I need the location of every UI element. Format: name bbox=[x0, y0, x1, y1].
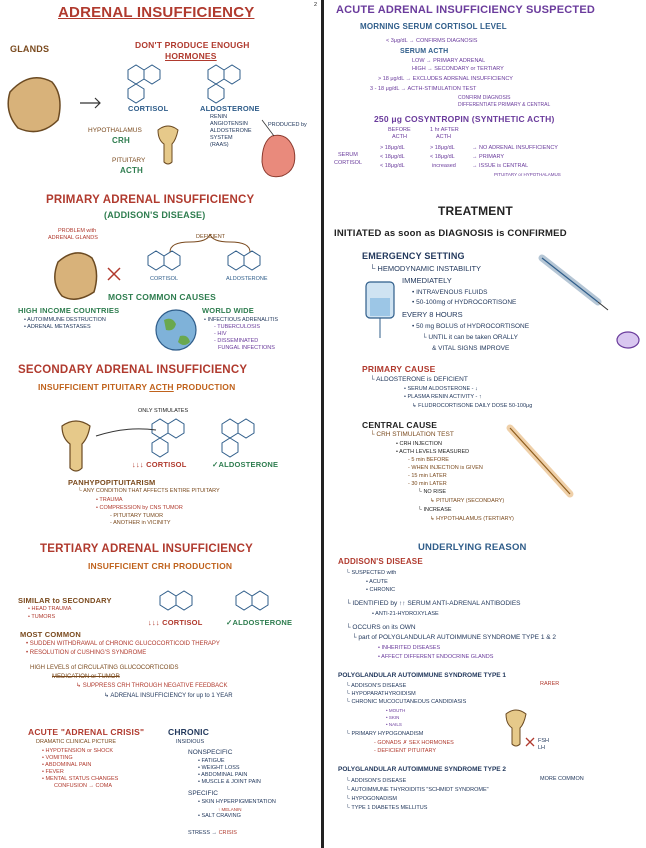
pas2-hypogonadism: └ HYPOGONADISM bbox=[346, 796, 397, 802]
ww-item-infectious: • INFECTIOUS ADRENALITIS bbox=[204, 317, 279, 323]
hypo-tertiary: ↳ HYPOTHALAMUS (TERTIARY) bbox=[430, 516, 514, 522]
right-column bbox=[326, 0, 646, 848]
pas2-diabetes: └ TYPE 1 DIABETES MELLITUS bbox=[346, 805, 428, 811]
panhypo-label: PANHYPOPITUITARISM bbox=[68, 478, 156, 487]
medication-tumor-label: MEDICATION or TUMOR bbox=[52, 674, 120, 680]
pas2-title: POLYGLANDULAR AUTOIMMUNE SYNDROME TYPE 2 bbox=[338, 766, 507, 773]
ww-sub-fungal: FUNGAL INFECTIONS bbox=[218, 345, 275, 351]
gonads-line: - GONADS ✗ SEX HORMONES bbox=[374, 740, 454, 746]
aldosterone-label: ALDOSTERONE bbox=[200, 104, 260, 113]
orally-2: & VITAL SIGNS IMPROVE bbox=[432, 345, 510, 352]
secondary-aldosterone-label: ✓ALDOSTERONE bbox=[212, 460, 279, 469]
suppress-crh-label: ↳ SUPPRESS CRH THROUGH NEGATIVE FEEDBACK bbox=[76, 683, 228, 689]
treatment-title: TREATMENT bbox=[438, 204, 513, 218]
dont-produce-label: DON'T PRODUCE ENOUGH bbox=[135, 40, 250, 50]
hi-item-autoimmune: • AUTOIMMUNE DESTRUCTION bbox=[24, 317, 106, 323]
similar-tumors: • TUMORS bbox=[28, 614, 56, 620]
adrenal-gland-primary-icon bbox=[55, 253, 97, 299]
serum-cortisol-2: CORTISOL bbox=[334, 160, 363, 166]
crh-syringe-icon bbox=[510, 428, 570, 494]
glands-label: GLANDS bbox=[10, 44, 50, 54]
part-inherited: • INHERITED DISEASES bbox=[378, 645, 441, 651]
page-marker: 2 bbox=[314, 2, 318, 8]
table-row: < 18μg/dL bbox=[380, 163, 405, 169]
secondary-cortisol-label: ↓↓↓ CORTISOL bbox=[132, 460, 187, 469]
arrow-icon bbox=[80, 98, 100, 108]
similar-head-trauma: • HEAD TRAUMA bbox=[28, 606, 72, 612]
pas1-hypopara: └ HYPOPARATHYROIDISM bbox=[346, 691, 416, 697]
tertiary-title: TERTIARY ADRENAL INSUFFICIENCY bbox=[40, 543, 254, 555]
no-rise-label: └ NO RISE bbox=[418, 489, 447, 495]
cross-icon bbox=[108, 268, 120, 280]
table-cell: → PRIMARY bbox=[472, 154, 504, 160]
ww-sub-disseminated: - DISSEMINATED bbox=[214, 338, 259, 344]
raas-abbr: (RAAS) bbox=[210, 142, 229, 148]
tertiary-aldosterone-label: ✓ALDOSTERONE bbox=[226, 618, 293, 627]
suspected-label: └ SUSPECTED with bbox=[346, 570, 397, 576]
cc-sub-15min: - 15 min LATER bbox=[408, 473, 447, 479]
raas-system: SYSTEM bbox=[210, 135, 233, 141]
part-of-label: └ part of POLYGLANDULAR AUTOIMMUNE SYNDROME TYPE 1 & 2 bbox=[352, 634, 557, 641]
lh-label: LH bbox=[538, 745, 546, 751]
ns-muscle: • MUSCLE & JOINT PAIN bbox=[198, 779, 261, 785]
specific-label: SPECIFIC bbox=[188, 790, 218, 797]
secondary-title: SECONDARY ADRENAL INSUFFICIENCY bbox=[18, 364, 248, 376]
acute-fever: • FEVER bbox=[42, 769, 64, 775]
ns-weight: • WEIGHT LOSS bbox=[198, 765, 240, 771]
identified-label: └ IDENTIFIED by ↑↑ SERUM ANTI-ADRENAL ANTIBODIES bbox=[346, 600, 521, 607]
raas-renin: RENIN bbox=[210, 114, 228, 120]
pc-renin: • PLASMA RENIN ACTIVITY - ↑ bbox=[404, 394, 482, 400]
primary-cortisol-label: CORTISOL bbox=[150, 276, 179, 282]
cc-acth-measured: • ACTH LEVELS MEASURED bbox=[396, 449, 470, 455]
raas-aldosterone: ALDOSTERONE bbox=[210, 128, 252, 134]
serum-cortisol-1: SERUM bbox=[338, 152, 358, 158]
high-levels-label: HIGH LEVELS of CIRCULATING GLUCOCORTICOIDS bbox=[30, 665, 179, 671]
em-hydrocortisone: • 50-100mg of HYDROCORTISONE bbox=[412, 299, 517, 306]
acute-crisis-title: ACUTE "ADRENAL CRISIS" bbox=[28, 727, 145, 737]
occurs-label: └ OCCURS on its OWN bbox=[346, 624, 416, 631]
acth-label: ACTH bbox=[120, 166, 144, 175]
tertiary-cortisol-label: ↓↓↓ CORTISOL bbox=[148, 618, 203, 627]
trauma-item: • TRAUMA bbox=[96, 497, 123, 503]
cosyntropin-label: 250 μg COSYNTROPIN (SYNTHETIC ACTH) bbox=[374, 114, 555, 124]
primary-title: PRIMARY ADRENAL INSUFFICIENCY bbox=[46, 194, 255, 206]
deficient-label: DEFICIENT bbox=[196, 234, 226, 240]
susp-chronic: • CHRONIC bbox=[366, 587, 396, 593]
more-common-label: MORE COMMON bbox=[540, 776, 584, 782]
dramatic-label: DRAMATIC CLINICAL PICTURE bbox=[36, 739, 117, 745]
initiated-line: INITIATED as soon as DIAGNOSIS is CONFIRMED bbox=[334, 228, 567, 239]
anti21-label: • ANTI-21-HYDROXYLASE bbox=[372, 611, 439, 617]
serum-acth-label: SERUM ACTH bbox=[400, 48, 449, 55]
raas-angiotensin: ANGIOTENSIN bbox=[210, 121, 248, 127]
table-row: > 18μg/dL bbox=[380, 145, 405, 151]
underlying-title: UNDERLYING REASON bbox=[418, 542, 527, 553]
table-cell: > 18μg/dL bbox=[430, 145, 455, 151]
pituitary-right-icon bbox=[506, 710, 526, 746]
before-acth: ACTH bbox=[392, 134, 407, 140]
candid-skin: • SKIN bbox=[386, 715, 400, 720]
primary-aldosterone-label: ALDOSTERONE bbox=[226, 276, 268, 282]
high-income-label: HIGH INCOME COUNTRIES bbox=[18, 306, 120, 315]
morning-cortisol: MORNING SERUM CORTISOL LEVEL bbox=[360, 22, 507, 31]
hemo-label: └ HEMODYNAMIC INSTABILITY bbox=[370, 264, 482, 273]
sp-salt: • SALT CRAVING bbox=[198, 813, 241, 819]
acth-low: LOW → PRIMARY ADRENAL bbox=[412, 58, 486, 64]
range-line: 3 - 18 μg/dL → ACTH-STIMULATION TEST bbox=[370, 86, 477, 92]
fludrocortisone: ↳ FLUDROCORTISONE DAILY DOSE 50-100μg bbox=[412, 403, 533, 409]
primary-aldosterone-molecule-icon bbox=[228, 251, 260, 270]
comp-sub-pituitary: - PITUITARY TUMOR bbox=[110, 513, 164, 519]
right-title: ACUTE ADRENAL INSUFFICIENCY SUSPECTED bbox=[336, 4, 595, 16]
orally-1: └ UNTIL it can be taken ORALLY bbox=[422, 334, 519, 341]
produced-by-label: PRODUCED by bbox=[268, 122, 307, 128]
most-common-label: MOST COMMON bbox=[20, 630, 81, 639]
table-cell: < 18μg/dL bbox=[430, 154, 455, 160]
primary-hypogonadism: └ PRIMARY HYPOGONADISM bbox=[346, 731, 424, 737]
crh-test-label: └ CRH STIMULATION TEST bbox=[370, 431, 454, 438]
primary-cortisol-molecule-icon bbox=[148, 251, 180, 270]
pit-secondary: ↳ PITUITARY (SECONDARY) bbox=[430, 498, 505, 504]
syringe-icon bbox=[542, 258, 608, 310]
cortisol-molecule-icon bbox=[128, 65, 160, 103]
ns-abdominal: • ABDOMINAL PAIN bbox=[198, 772, 248, 778]
ns-fatigue: • FATIGUE bbox=[198, 758, 225, 764]
crh-label: CRH bbox=[112, 136, 130, 145]
secondary-subtitle: INSUFFICIENT PITUITARY ACTH PRODUCTION bbox=[38, 382, 236, 392]
panhypo-desc: └ ANY CONDITION THAT AFFECTS ENTIRE PITUITARY bbox=[78, 488, 220, 494]
primary-subtitle: (ADDISON'S DISEASE) bbox=[104, 210, 206, 220]
emergency-label: EMERGENCY SETTING bbox=[362, 251, 465, 261]
similar-label: SIMILAR to SECONDARY bbox=[18, 596, 112, 605]
rarer-label: RARER bbox=[540, 681, 560, 687]
pas1-addisons: └ ADDISON'S DISEASE bbox=[346, 683, 407, 689]
mc-item-withdrawal: • SUDDEN WITHDRAWAL of CHRONIC GLUCOCORTICOID THERAPY bbox=[26, 641, 220, 647]
ww-sub-hiv: - HIV bbox=[214, 331, 227, 337]
pituitary-icon bbox=[158, 126, 178, 164]
table-cell: → ISSUE is CENTRAL bbox=[472, 163, 529, 169]
after-label: 1 hr AFTER bbox=[430, 127, 459, 133]
pill-icon bbox=[617, 332, 639, 348]
mc-item-cushing: • RESOLUTION of CUSHING'S SYNDROME bbox=[26, 650, 147, 656]
hormones-label: HORMONES bbox=[165, 51, 217, 61]
adrenal-1yr-label: ↳ ADRENAL INSUFFICIENCY for up to 1 YEAR bbox=[104, 693, 233, 699]
kidney-icon bbox=[262, 135, 295, 176]
acute-abdominal: • ABDOMINAL PAIN bbox=[42, 762, 92, 768]
cortisol-label: CORTISOL bbox=[128, 104, 169, 113]
gt18-line: > 18 μg/dL → EXCLUDES ADRENAL INSUFFICIENCY bbox=[378, 76, 513, 82]
cc-sub-5min: - 5 min BEFORE bbox=[408, 457, 449, 463]
pas1-title: POLYGLANDULAR AUTOIMMUNE SYNDROME TYPE 1 bbox=[338, 672, 507, 679]
column-divider bbox=[321, 0, 324, 848]
pas1-candidiasis: └ CHRONIC MUCOCUTANEOUS CANDIDIASIS bbox=[346, 699, 467, 705]
acute-confusion: CONFUSION → COMA bbox=[54, 783, 113, 789]
aldo-deficient: └ ALDOSTERONE is DEFICIENT bbox=[370, 376, 468, 383]
sp-skin: • SKIN HYPERPIGMENTATION bbox=[198, 799, 276, 805]
only-stimulates-label: ONLY STIMULATES bbox=[138, 408, 189, 414]
pas2-addisons: └ ADDISON'S DISEASE bbox=[346, 778, 407, 784]
differentiate: DIFFERENTIATE PRIMARY & CENTRAL bbox=[458, 102, 551, 108]
world-wide-label: WORLD WIDE bbox=[202, 306, 254, 315]
cc-sub-injection: - WHEN INJECTION is GIVEN bbox=[408, 465, 483, 471]
central-cause-label: CENTRAL CAUSE bbox=[362, 420, 438, 430]
acute-vomiting: • VOMITING bbox=[42, 755, 73, 761]
acute-hypotension: • HYPOTENSION or SHOCK bbox=[42, 748, 114, 754]
table-cell: → NO ADRENAL INSUFFICIENCY bbox=[472, 145, 558, 151]
immediately-label: IMMEDIATELY bbox=[402, 276, 452, 285]
addisons-label: ADDISON'S DISEASE bbox=[338, 557, 423, 566]
pas2-thyroiditis: └ AUTOIMMUNE THYROIDITIS "SCHMIDT SYNDROME" bbox=[346, 787, 489, 793]
insidious-label: INSIDIOUS bbox=[176, 739, 205, 745]
acute-mental: • MENTAL STATUS CHANGES bbox=[42, 776, 119, 782]
page-title: ADRENAL INSUFFICIENCY bbox=[58, 4, 255, 21]
nonspecific-label: NONSPECIFIC bbox=[188, 749, 233, 756]
globe-icon bbox=[156, 310, 196, 350]
melanin-label: ↑ MELANIN bbox=[218, 807, 242, 812]
candid-nails: • NAILS bbox=[386, 722, 402, 727]
increase-label: └ INCREASE bbox=[418, 507, 452, 513]
adrenal-glands-label: ADRENAL GLANDS bbox=[48, 235, 98, 241]
pit-hypo-note: PITUITARY or HYPOTHALAMUS bbox=[494, 172, 561, 177]
before-label: BEFORE bbox=[388, 127, 411, 133]
pituitary-secondary-icon bbox=[62, 421, 90, 471]
pc-serum-aldo: • SERUM ALDOSTERONE - ↓ bbox=[404, 386, 478, 392]
susp-acute: • ACUTE bbox=[366, 579, 388, 585]
aldosterone-molecule-icon bbox=[208, 65, 240, 103]
after-acth: ACTH bbox=[436, 134, 451, 140]
part-endocrine: • AFFECT DIFFERENT ENDOCRINE GLANDS bbox=[378, 654, 494, 660]
fsh-label: FSH bbox=[538, 738, 549, 744]
cc-sub-30min: - 30 min LATER bbox=[408, 481, 447, 487]
tertiary-subtitle: INSUFFICIENT CRH PRODUCTION bbox=[88, 561, 233, 571]
stress-label: STRESS → CRISIS bbox=[188, 830, 237, 836]
cc-crh-injection: • CRH INJECTION bbox=[396, 441, 442, 447]
table-row: < 18μg/dL bbox=[380, 154, 405, 160]
deficient-pituitary: - DEFICIENT PITUITARY bbox=[374, 748, 437, 754]
every8-label: EVERY 8 HOURS bbox=[402, 310, 463, 319]
em-iv-fluids: • INTRAVENOUS FLUIDS bbox=[412, 289, 488, 296]
confirm-diagnosis: CONFIRM DIAGNOSIS bbox=[458, 95, 511, 101]
chronic-title: CHRONIC bbox=[168, 727, 210, 737]
ww-sub-tb: - TUBERCULOSIS bbox=[214, 324, 261, 330]
comp-sub-vicinity: - ANOTHER in VICINITY bbox=[110, 520, 171, 526]
hypothalamus-label: HYPOTHALAMUS bbox=[88, 127, 142, 134]
adrenal-gland-icon bbox=[8, 78, 60, 132]
left-column bbox=[0, 0, 320, 848]
lt3-line: < 3μg/dL → CONFIRMS DIAGNOSIS bbox=[386, 38, 478, 44]
bolus-label: • 50 mg BOLUS of HYDROCORTISONE bbox=[412, 323, 530, 330]
compression-item: • COMPRESSION by CNS TUMOR bbox=[96, 505, 183, 511]
candid-mouth: • MOUTH bbox=[386, 708, 406, 713]
hi-item-metastases: • ADRENAL METASTASES bbox=[24, 324, 91, 330]
table-cell: increased bbox=[432, 163, 456, 169]
acth-high: HIGH → SECONDARY or TERTIARY bbox=[412, 66, 504, 72]
primary-cause-label: PRIMARY CAUSE bbox=[362, 364, 436, 374]
pituitary-label: PITUITARY bbox=[112, 157, 146, 164]
problem-with-label: PROBLEM with bbox=[58, 228, 97, 234]
common-causes-label: MOST COMMON CAUSES bbox=[108, 292, 216, 302]
